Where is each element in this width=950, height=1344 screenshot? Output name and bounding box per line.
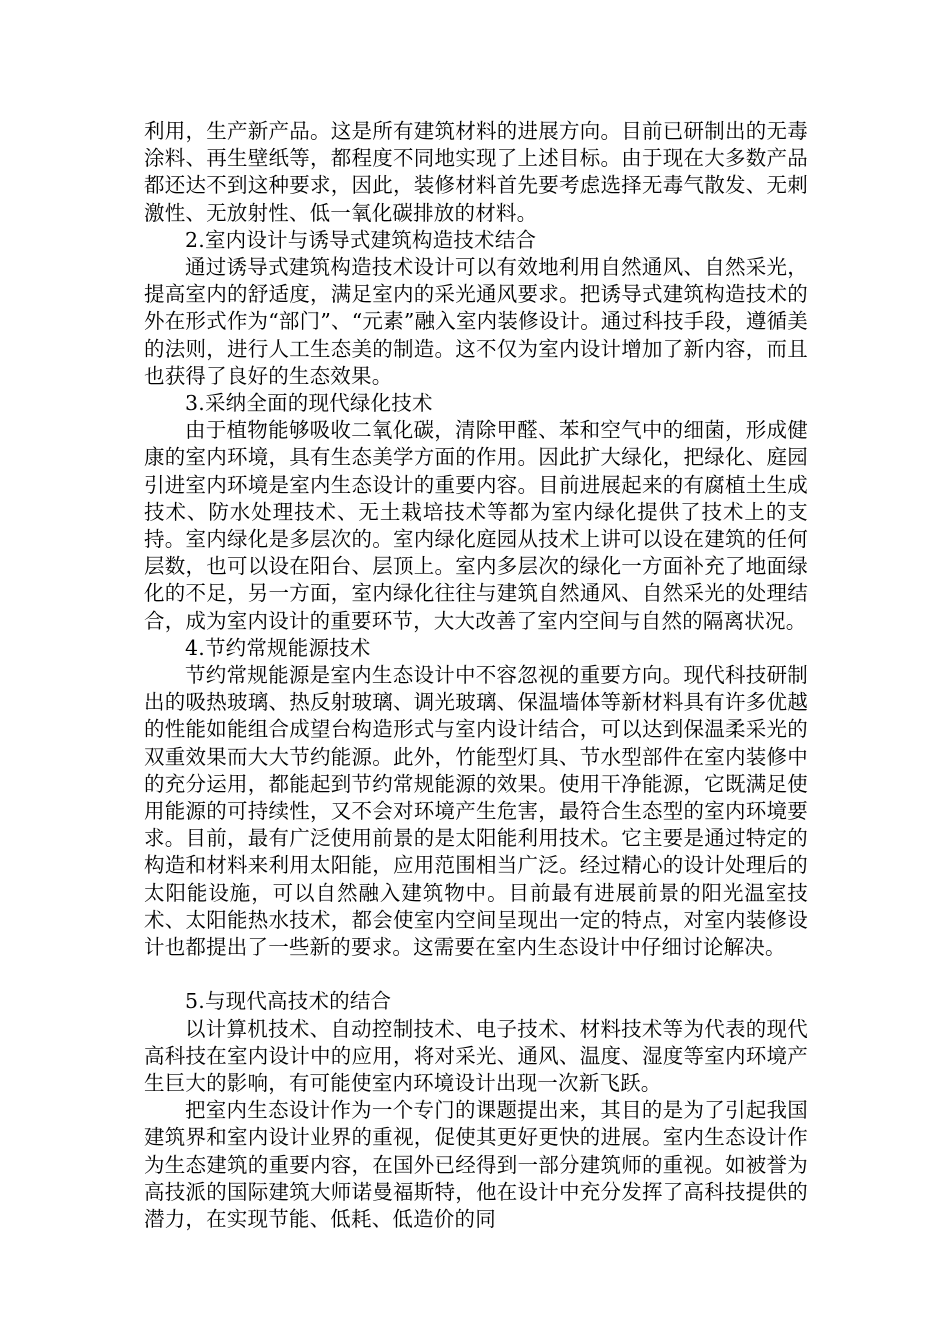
paragraph-section-3: 由于植物能够吸收二氧化碳，清除甲醛、苯和空气中的细菌，形成健康的室内环境，具有生态美学方面的作用。因此扩大绿化，把绿化、庭园引进室内环境是室内生态设计的重要内容。目前进展起来的有腐植土生成技术、防水处理技术、无土栽培技术等都为室内绿化提供了技术上的支持。室内绿化是多层次的。室内绿化庭园从技术上讲可以设在建筑的任何层数，也可以设在阳台、层顶上。室内多层次的绿化一方面补充了地面绿化的不足，另一方面，室内绿化往往与建筑自然通风、自然采光的处理结合，成为室内设计的重要环节，大大改善了室内空间与自然的隔离状况。 (144, 418, 808, 633)
paragraph-section-4: 节约常规能源是室内生态设计中不容忽视的重要方向。现代科技研制出的吸热玻璃、热反射玻璃、调光玻璃、保温墙体等新材料具有许多优越的性能如能组合成望台构造形式与室内设计结合，可以达到保温柔采光的双重效果而大大节约能源。此外，竹能型灯具、节水型部件在室内装修中的充分运用，都能起到节约常规能源的效果。使用干净能源，它既满足使用能源的可持续性，又不会对环境产生危害，最符合生态型的室内环境要求。目前，最有广泛使用前景的是太阳能利用技术。它主要是通过特定的构造和材料来利用太阳能，应用范围相当广泛。经过精心的设计处理后的太阳能设施，可以自然融入建筑物中。目前最有进展前景的阳光温室技术、太阳能热水技术，都会使室内空间呈现出一定的特点，对室内装修设计也都提出了一些新的要求。这需要在室内生态设计中仔细讨论解决。 (144, 663, 808, 960)
paragraph-section-5: 以计算机技术、自动控制技术、电子技术、材料技术等为代表的现代高科技在室内设计中的应用，将对采光、通风、温度、湿度等室内环境产生巨大的影响，有可能使室内环境设计出现一次新飞跃。 (144, 1016, 808, 1095)
paragraph-conclusion: 把室内生态设计作为一个专门的课题提出来，其目的是为了引起我国建筑界和室内设计业界的重视，促使其更好更快的进展。室内生态设计作为生态建筑的重要内容，在国外已经得到一部分建筑师的重视。如被誉为高技派的国际建筑大师诺曼福斯特，他在设计中充分发挥了高科技提供的潜力，在实现节能、低耗、低造价的同 (144, 1098, 808, 1231)
paragraph-continuation: 利用，生产新产品。这是所有建筑材料的进展方向。目前已研制出的无毒涂料、再生壁纸等，都程度不同地实现了上述目标。由于现在大多数产品都还达不到这种要求，因此，装修材料首先要考虑选择无毒气散发、无刺激性、无放射性、低一氧化碳排放的材料。 (144, 119, 808, 225)
heading-section-5: 5.与现代高技术的结合 (185, 989, 392, 1014)
paragraph-section-2: 通过诱导式建筑构造技术设计可以有效地利用自然通风、自然采光，提高室内的舒适度，满足室内的采光通风要求。把诱导式建筑构造技术的外在形式作为“部门”、“元素”融入室内装修设计。通过科技手段，遵循美的法则，进行人工生态美的制造。这不仅为室内设计增加了新内容，而且也获得了良好的生态效果。 (144, 255, 808, 388)
document-page (144, 118, 808, 1233)
blank-line (144, 961, 808, 988)
heading-section-2: 2.室内设计与诱导式建筑构造技术结合 (185, 227, 537, 252)
heading-section-4: 4.节约常规能源技术 (185, 635, 371, 660)
heading-section-3: 3.采纳全面的现代绿化技术 (185, 391, 433, 416)
